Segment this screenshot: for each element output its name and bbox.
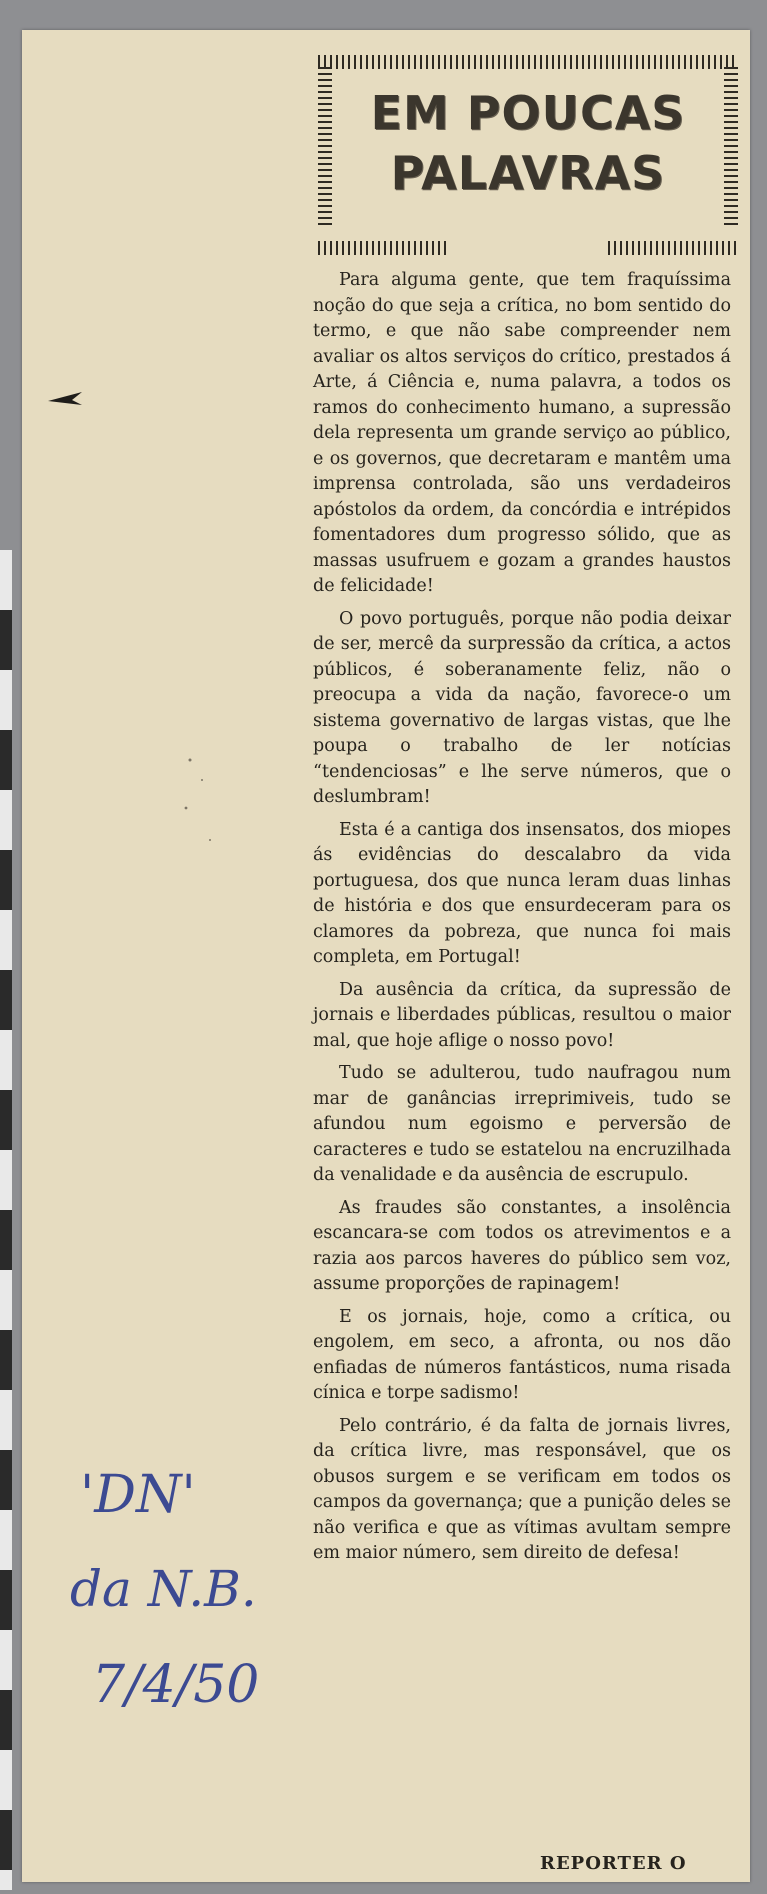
article-paragraph: Esta é a cantiga dos insensatos, dos miopes ás evidências do descalabro da vida portuguesa, dos que nunca leram duas linhas de história e dos que ensurdeceram para os clamores da pobreza, que nunca foi mais completa, em Portugal! [313, 819, 731, 967]
annotation-origin: da N.B. [70, 1560, 257, 1618]
headline-border-left [318, 67, 332, 227]
headline-border-top [318, 55, 738, 69]
article-paragraph: O povo português, porque não podia deixar de ser, mercê da surpressão da crítica, a actos públicos, é soberanamente feliz, não o preocupa a vida da nação, favorece-o um sistema governativo de largas vistas, que lhe poupa o trabalho de ler notícias “tendenciosas” e lhe serve números, que o deslumbram! [313, 608, 731, 807]
headline-border-bottom-left [318, 241, 448, 255]
headline-box [318, 55, 738, 255]
article-paragraph: Tudo se adulterou, tudo naufragou num mar de ganâncias irreprimiveis, tudo se afundou num egoismo e perversão de caracteres e tudo se estatelou na encruzilhada da venalidade e da ausência de escrupulo. [313, 1063, 731, 1185]
headline-title: EM POUCAS PALAVRAS [370, 86, 686, 200]
article-paragraph: Da ausência da crítica, da supressão de jornais e liberdades públicas, resultou o maior mal, que hoje aflige o nosso povo! [313, 979, 731, 1051]
pin-mark-icon [48, 392, 84, 406]
article-paragraph: E os jornais, hoje, como a crítica, ou engolem, em seco, a afronta, ou nos dão enfiadas de números fantásticos, numa risada cínica e torpe sadismo! [313, 1306, 731, 1403]
annotation-date: 7/4/50 [92, 1655, 260, 1715]
article-paragraph: Pelo contrário, é da falta de jornais livres, da crítica livre, mas responsável, que os obusos surgem e se verificam em todos os campos da governança; que a punição deles se não verifica e que as vítimas avultam sempre em maior número, sem direito de defesa! [313, 1415, 731, 1563]
article-paragraph: Para alguma gente, que tem fraquíssima noção do que seja a crítica, no bom sentido do termo, e que não sabe compreender nem avaliar os altos serviços do crítico, prestados á Arte, á Ciência e, numa palavra, a todos os ramos do conhecimento humano, a supressão dela representa um grande serviço ao público, e os governos, que decretaram e mantêm uma imprensa controlada, são uns verdadeiros apóstolos da ordem, da concórdia e intrépidos fomentadores dum progresso sólido, que as massas usufruem e gozam a grandes haustos de felicidade! [313, 270, 731, 596]
headline-border-right [724, 67, 738, 227]
paper-specks [150, 750, 270, 870]
annotation-source: 'DN' [80, 1465, 196, 1525]
scale-ruler [0, 550, 12, 1890]
article-body [313, 268, 731, 1574]
headline-border-bottom-right [608, 241, 738, 255]
article-signature: REPORTER O [540, 1853, 687, 1874]
article-paragraph: As fraudes são constantes, a insolência escancara-se com todos os atrevimentos e a razia aos parcos haveres do público sem voz, assume proporções de rapinagem! [313, 1197, 731, 1294]
